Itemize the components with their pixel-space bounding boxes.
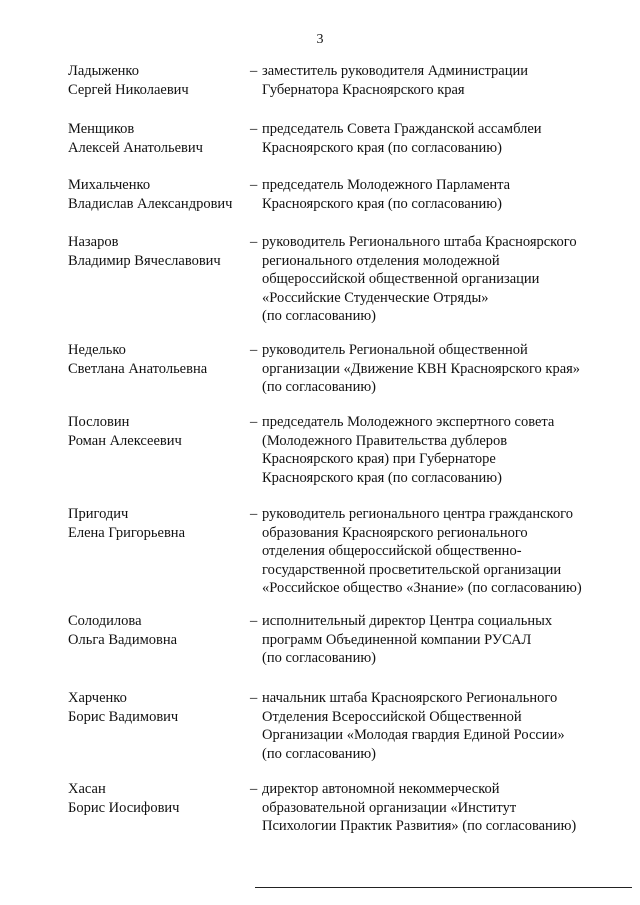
member-position bbox=[262, 612, 632, 668]
member-name-line: Борис Иосифович bbox=[68, 799, 180, 816]
member-name-line: Роман Алексеевич bbox=[68, 432, 182, 449]
member-position-line: Отделения Всероссийской Общественной bbox=[262, 708, 522, 725]
member-name-line: Пословин bbox=[68, 414, 130, 430]
member-position-line: государственной просветительской организации bbox=[262, 561, 562, 578]
dash-separator: – bbox=[250, 121, 258, 137]
member-name-line: Хасан bbox=[68, 781, 106, 797]
member-position-line: руководитель Региональной общественной bbox=[262, 342, 528, 358]
member-position-line: Красноярского края (по согласованию) bbox=[262, 139, 502, 156]
dash-separator: – bbox=[250, 234, 258, 250]
member-name-line: Владислав Александрович bbox=[68, 195, 233, 212]
member-position-line: «Российские Студенческие Отряды» bbox=[262, 289, 489, 306]
member-position-line: организации «Движение КВН Красноярского края» bbox=[262, 360, 581, 377]
member-position bbox=[262, 341, 632, 397]
member-name bbox=[68, 612, 248, 649]
member-position-line: руководитель Регионального штаба Красноярского bbox=[262, 234, 577, 250]
member-position-line: общероссийской общественной организации bbox=[262, 271, 540, 287]
member-name-line: Елена Григорьевна bbox=[68, 524, 186, 541]
member-position-line: начальник штаба Красноярского Регионального bbox=[262, 690, 558, 706]
member-position-line: Губернатора Красноярского края bbox=[262, 81, 465, 98]
member-position-line: (по согласованию) bbox=[262, 745, 376, 762]
member-name-line: Ольга Вадимовна bbox=[68, 631, 178, 648]
member-position-line: Психологии Практик Развития» (по согласованию) bbox=[262, 818, 577, 834]
member-position bbox=[262, 780, 632, 836]
member-name bbox=[68, 341, 248, 378]
member-position bbox=[262, 62, 632, 99]
member-name-line: Владимир Вячеславович bbox=[68, 252, 221, 269]
member-position-line: программ Объединенной компании РУСАЛ bbox=[262, 631, 532, 648]
member-name-line: Алексей Анатольевич bbox=[68, 139, 203, 156]
dash-separator: – bbox=[250, 342, 258, 358]
dash-separator: – bbox=[250, 414, 258, 430]
member-name-line: Светлана Анатольевна bbox=[68, 360, 208, 377]
member-name bbox=[68, 120, 248, 157]
member-position-line: (по согласованию) bbox=[262, 650, 376, 666]
member-position bbox=[262, 233, 632, 326]
dash-separator: – bbox=[250, 690, 258, 706]
page-number: 3 bbox=[316, 32, 324, 47]
dash-separator: – bbox=[250, 177, 258, 193]
member-name-line: Борис Вадимович bbox=[68, 708, 179, 725]
member-position bbox=[262, 176, 632, 213]
member-position-line: заместитель руководителя Администрации bbox=[262, 63, 529, 79]
member-position-line: Красноярского края (по согласованию) bbox=[262, 469, 502, 486]
member-name bbox=[68, 176, 248, 213]
member-name-line: Ладыженко bbox=[68, 63, 139, 79]
member-position-line: (по согласованию) bbox=[262, 308, 376, 324]
dash-separator: – bbox=[250, 781, 258, 797]
member-position bbox=[262, 413, 632, 487]
member-name bbox=[68, 233, 248, 270]
member-position-line: (Молодежного Правительства дублеров bbox=[262, 432, 508, 449]
member-name bbox=[68, 689, 248, 726]
member-position-line: председатель Молодежного экспертного совета bbox=[262, 414, 555, 430]
member-position bbox=[262, 689, 632, 763]
member-position-line: регионального отделения молодежной bbox=[262, 252, 500, 269]
member-name bbox=[68, 413, 248, 450]
member-position-line: Красноярского края) при Губернаторе bbox=[262, 451, 496, 467]
member-name-line: Неделько bbox=[68, 342, 126, 358]
member-name-line: Солодилова bbox=[68, 613, 142, 629]
member-name bbox=[68, 62, 248, 99]
member-name bbox=[68, 780, 248, 817]
member-name-line: Сергей Николаевич bbox=[68, 81, 189, 98]
member-position-line: образовательной организации «Институт bbox=[262, 799, 517, 816]
member-position-line: «Российское общество «Знание» (по согласованию) bbox=[262, 580, 582, 596]
member-name-line: Харченко bbox=[68, 690, 127, 706]
dash-separator: – bbox=[250, 506, 258, 522]
member-position-line: образования Красноярского регионального bbox=[262, 524, 528, 541]
member-name bbox=[68, 505, 248, 542]
member-position-line: руководитель регионального центра гражданского bbox=[262, 506, 573, 522]
member-position-line: председатель Молодежного Парламента bbox=[262, 177, 511, 193]
member-position-line: (по согласованию) bbox=[262, 379, 376, 395]
member-position-line: Организации «Молодая гвардия Единой России» bbox=[262, 727, 565, 743]
member-position-line: директор автономной некоммерческой bbox=[262, 781, 500, 797]
member-position-line: отделения общероссийской общественно- bbox=[262, 543, 522, 559]
dash-separator: – bbox=[250, 63, 258, 79]
member-name-line: Пригодич bbox=[68, 506, 129, 522]
member-name-line: Менщиков bbox=[68, 121, 135, 137]
member-name-line: Михальченко bbox=[68, 177, 151, 193]
member-name-line: Назаров bbox=[68, 234, 119, 250]
member-position-line: председатель Совета Гражданской ассамблеи bbox=[262, 121, 542, 137]
member-position-line: Красноярского края (по согласованию) bbox=[262, 195, 502, 212]
member-position-line: исполнительный директор Центра социальных bbox=[262, 613, 553, 629]
bottom-rule bbox=[255, 887, 632, 888]
dash-separator: – bbox=[250, 613, 258, 629]
member-position bbox=[262, 505, 632, 598]
member-position bbox=[262, 120, 632, 157]
